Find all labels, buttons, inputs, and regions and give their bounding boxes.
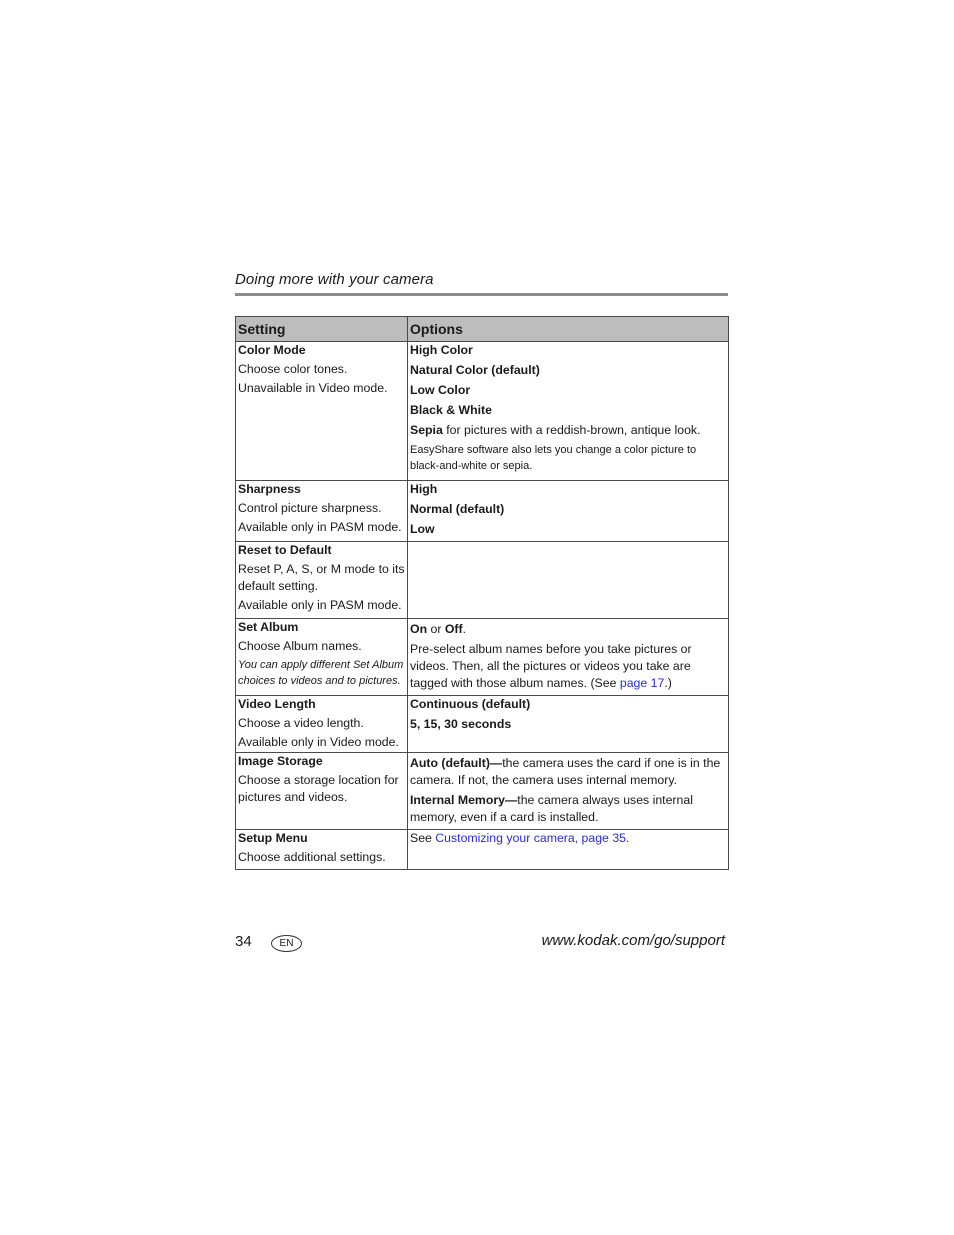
auto-option <box>410 755 726 789</box>
page-number: 34 <box>235 933 252 950</box>
option-item: Natural Color (default) <box>410 363 540 377</box>
see-end: . <box>626 831 630 845</box>
option-item: Black & White <box>410 403 492 417</box>
options-cell <box>408 696 729 753</box>
setting-name: Image Storage <box>238 754 323 768</box>
option-item: Low Color <box>410 383 471 397</box>
setting-description: Choose additional settings. <box>238 850 386 864</box>
auto-term: Auto (default)— <box>410 756 503 770</box>
option-period: . <box>462 622 467 636</box>
customizing-camera-link[interactable]: Customizing your camera, page 35 <box>435 831 626 845</box>
internal-memory-option <box>410 792 726 826</box>
internal-term: Internal Memory— <box>410 793 518 807</box>
option-on: On <box>410 622 428 636</box>
page-17-link[interactable]: page 17 <box>619 676 665 690</box>
setting-name: Set Album <box>238 620 299 634</box>
setting-name: Color Mode <box>238 343 306 357</box>
language-badge: EN <box>271 935 302 952</box>
set-album-description <box>410 641 726 692</box>
option-item: Normal (default) <box>410 502 505 516</box>
setting-availability: Available only in PASM mode. <box>238 598 402 612</box>
setting-availability: Available only in Video mode. <box>238 735 399 749</box>
table-row <box>236 830 729 870</box>
setting-cell <box>236 753 408 830</box>
table-row <box>236 619 729 696</box>
table-row <box>236 481 729 542</box>
column-header-setting: Setting <box>236 317 408 342</box>
header-rule <box>235 293 728 296</box>
sepia-term: Sepia <box>410 423 443 437</box>
options-cell <box>408 342 729 481</box>
options-cell <box>408 542 729 619</box>
table-row <box>236 753 729 830</box>
option-item: Low <box>410 522 435 536</box>
setting-cell <box>236 542 408 619</box>
setting-name: Video Length <box>238 697 316 711</box>
setting-cell <box>236 696 408 753</box>
on-off-options <box>410 621 726 638</box>
support-url: www.kodak.com/go/support <box>541 932 725 949</box>
internal-text: the camera always uses internal memory, even if a card is installed. <box>410 793 693 824</box>
set-album-note: You can apply different Set Album choices to videos and to pictures. <box>238 659 404 687</box>
setting-availability: Unavailable in Video mode. <box>238 381 388 395</box>
settings-table <box>235 316 729 870</box>
options-cell <box>408 619 729 696</box>
setting-description: Reset P, A, S, or M mode to its default setting. <box>238 562 405 593</box>
sepia-text: for pictures with a reddish-brown, antique look. <box>442 423 701 437</box>
auto-text: the camera uses the card if one is in the camera. If not, the camera uses internal memory. <box>410 756 721 787</box>
setting-description: Choose a storage location for pictures and videos. <box>238 773 399 804</box>
options-cell <box>408 481 729 542</box>
option-item: 5, 15, 30 seconds <box>410 717 512 731</box>
setting-description: Choose a video length. <box>238 716 364 730</box>
option-separator: or <box>427 622 445 636</box>
easyshare-note: EasyShare software also lets you change a color picture to black-and-white or sepia. <box>410 444 697 472</box>
column-header-options: Options <box>408 317 729 342</box>
option-item: Continuous (default) <box>410 697 531 711</box>
setting-name: Sharpness <box>238 482 301 496</box>
option-item: High <box>410 482 438 496</box>
set-album-body: Pre-select album names before you take pictures or videos. Then, all the pictures or videos you take are tagged with those album names. (See <box>410 642 692 690</box>
see-text: See <box>410 831 436 845</box>
setting-description: Choose Album names. <box>238 639 362 653</box>
table-row <box>236 696 729 753</box>
running-head-title: Doing more with your camera <box>235 271 434 288</box>
options-cell <box>408 753 729 830</box>
table-header-row <box>236 317 729 342</box>
options-cell <box>408 830 729 870</box>
set-album-body-end: .) <box>664 676 672 690</box>
setting-name: Reset to Default <box>238 543 332 557</box>
option-off: Off <box>444 622 463 636</box>
setting-description: Choose color tones. <box>238 362 348 376</box>
setting-cell <box>236 481 408 542</box>
table-row <box>236 342 729 481</box>
option-item: High Color <box>410 343 473 357</box>
setting-description: Control picture sharpness. <box>238 501 382 515</box>
setting-availability: Available only in PASM mode. <box>238 520 402 534</box>
sepia-option <box>410 422 726 439</box>
setting-name: Setup Menu <box>238 831 308 845</box>
table-row <box>236 542 729 619</box>
setting-cell <box>236 830 408 870</box>
setting-cell <box>236 619 408 696</box>
setting-cell <box>236 342 408 481</box>
